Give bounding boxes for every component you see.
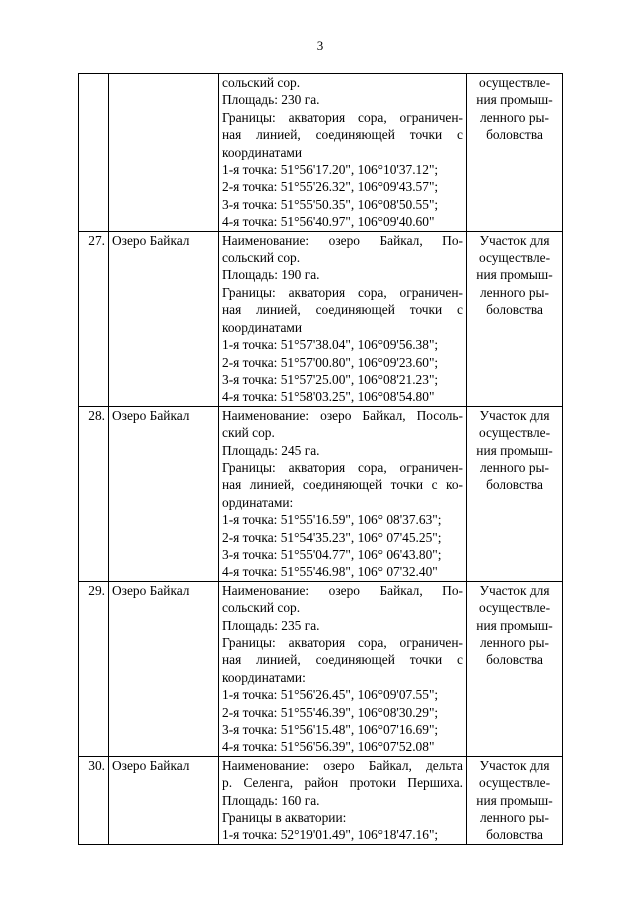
description-line: Границы: акватория сора, ограничен- — [222, 284, 463, 300]
purpose-line: Участок для — [479, 582, 550, 598]
row-number: 28. — [79, 406, 109, 581]
purpose-line: осуществле- — [478, 75, 551, 90]
purpose-line: боловства — [486, 302, 543, 318]
water-body-name: Озеро Байкал — [109, 231, 219, 406]
description-line: ная линией, соединяющей точки с — [222, 302, 463, 318]
description-line: 1-я точка: 51°55'16.59", 106° 08'37.63"; — [222, 512, 442, 528]
table-row — [79, 581, 563, 756]
description-line: Наименование: озеро Байкал, Посоль- — [222, 407, 463, 423]
page-number: 3 — [316, 38, 324, 53]
description-line: координатами: — [222, 669, 306, 685]
purpose-line: ленного ры- — [479, 459, 549, 475]
purpose-line: Участок для — [479, 232, 550, 248]
area-description — [219, 231, 467, 406]
description-line: Наименование: озеро Байкал, По- — [222, 232, 463, 248]
purpose-line: ния промыш- — [476, 267, 553, 283]
description-line: ординатами: — [222, 494, 294, 510]
purpose-line: осуществле- — [478, 425, 551, 441]
water-body-name: Озеро Байкал — [109, 406, 219, 581]
purpose-line: ленного ры- — [479, 810, 549, 826]
row-number: 30. — [79, 756, 109, 844]
description-line: 2-я точка: 51°57'00.80", 106°09'23.60"; — [222, 354, 439, 370]
description-line: Наименование: озеро Байкал, По- — [222, 582, 463, 598]
purpose-line: ленного ры- — [479, 284, 549, 300]
description-line: ский сор. — [222, 425, 275, 441]
description-line: Площадь: 230 га. — [222, 92, 320, 108]
description-line: ная линией, соединяющей точки с — [222, 127, 463, 143]
description-line: сольский сор. — [222, 600, 301, 616]
area-description — [219, 581, 467, 756]
description-line: 1-я точка: 51°56'17.20", 106°10'37.12"; — [222, 162, 439, 178]
description-line: Площадь: 245 га. — [222, 442, 320, 458]
description-line: координатами — [222, 144, 303, 160]
purpose-line: боловства — [486, 827, 543, 843]
description-line: сольский сор. — [222, 75, 301, 90]
description-line: 3-я точка: 51°55'04.77", 106° 06'43.80"; — [222, 546, 442, 562]
purpose-line: Участок для — [479, 407, 550, 423]
description-line: 4-я точка: 51°56'40.97", 106°09'40.60" — [222, 214, 435, 230]
purpose-line: боловства — [486, 477, 543, 493]
area-description — [219, 406, 467, 581]
description-line: Границы: акватория сора, ограничен- — [222, 459, 463, 475]
table-row — [79, 231, 563, 406]
description-line: Площадь: 190 га. — [222, 267, 320, 283]
water-body-name: Озеро Байкал — [109, 756, 219, 844]
description-line: Наименование: озеро Байкал, дельта — [222, 757, 463, 773]
purpose-line: ния промыш- — [476, 92, 553, 108]
description-line: ная линией, соединяющей точки с ко- — [222, 477, 463, 493]
description-line: Границы: акватория сора, ограничен- — [222, 635, 463, 650]
description-line: 4-я точка: 51°56'56.39", 106°07'52.08" — [222, 739, 435, 755]
area-description — [219, 74, 467, 232]
description-line: 1-я точка: 51°57'38.04", 106°09'56.38"; — [222, 337, 439, 353]
area-purpose — [467, 581, 563, 756]
purpose-line: ния промыш- — [476, 792, 553, 808]
table-body — [79, 74, 563, 845]
description-line: сольский сор. — [222, 250, 301, 266]
description-line: 2-я точка: 51°54'35.23", 106° 07'45.25"; — [222, 529, 442, 545]
description-line: Границы в акватории: — [222, 810, 347, 826]
fishing-areas-table — [78, 73, 563, 845]
purpose-line: боловства — [486, 127, 543, 143]
purpose-line: Участок для — [479, 757, 550, 773]
description-line: 2-я точка: 51°55'26.32", 106°09'43.57"; — [222, 179, 439, 195]
description-line: Площадь: 160 га. — [222, 792, 320, 808]
description-line: 1-я точка: 52°19'01.49", 106°18'47.16"; — [222, 827, 439, 843]
description-line: 3-я точка: 51°57'25.00", 106°08'21.23"; — [222, 371, 439, 387]
description-line: Площадь: 235 га. — [222, 617, 320, 633]
area-purpose — [467, 231, 563, 406]
purpose-line: ния промыш- — [476, 442, 553, 458]
description-line: координатами — [222, 319, 303, 335]
description-line: ная линией, соединяющей точки с — [222, 652, 463, 668]
description-line: 1-я точка: 51°56'26.45", 106°09'07.55"; — [222, 687, 439, 703]
description-line: 3-я точка: 51°55'50.35", 106°08'50.55"; — [222, 196, 439, 212]
purpose-line: осуществле- — [478, 775, 551, 791]
water-body-name — [109, 74, 219, 232]
description-line: 2-я точка: 51°55'46.39", 106°08'30.29"; — [222, 704, 439, 720]
row-number — [79, 74, 109, 232]
purpose-line: ленного ры- — [479, 635, 549, 650]
purpose-line: осуществле- — [478, 600, 551, 616]
area-purpose — [467, 74, 563, 232]
table-row — [79, 74, 563, 232]
description-line: р. Селенга, район протоки Першиха. — [222, 775, 463, 791]
purpose-line: ния промыш- — [476, 617, 553, 633]
area-description — [219, 756, 467, 844]
area-purpose — [467, 406, 563, 581]
water-body-name: Озеро Байкал — [109, 581, 219, 756]
description-line: 4-я точка: 51°58'03.25", 106°08'54.80" — [222, 389, 435, 405]
row-number: 29. — [79, 581, 109, 756]
area-purpose — [467, 756, 563, 844]
description-line: 3-я точка: 51°56'15.48", 106°07'16.69"; — [222, 722, 439, 738]
purpose-line: боловства — [486, 652, 543, 668]
purpose-line: ленного ры- — [479, 109, 549, 125]
description-line: Границы: акватория сора, ограничен- — [222, 109, 463, 125]
table-row — [79, 756, 563, 844]
purpose-line: осуществле- — [478, 250, 551, 266]
description-line: 4-я точка: 51°55'46.98", 106° 07'32.40" — [222, 564, 438, 580]
table-row — [79, 406, 563, 581]
row-number: 27. — [79, 231, 109, 406]
